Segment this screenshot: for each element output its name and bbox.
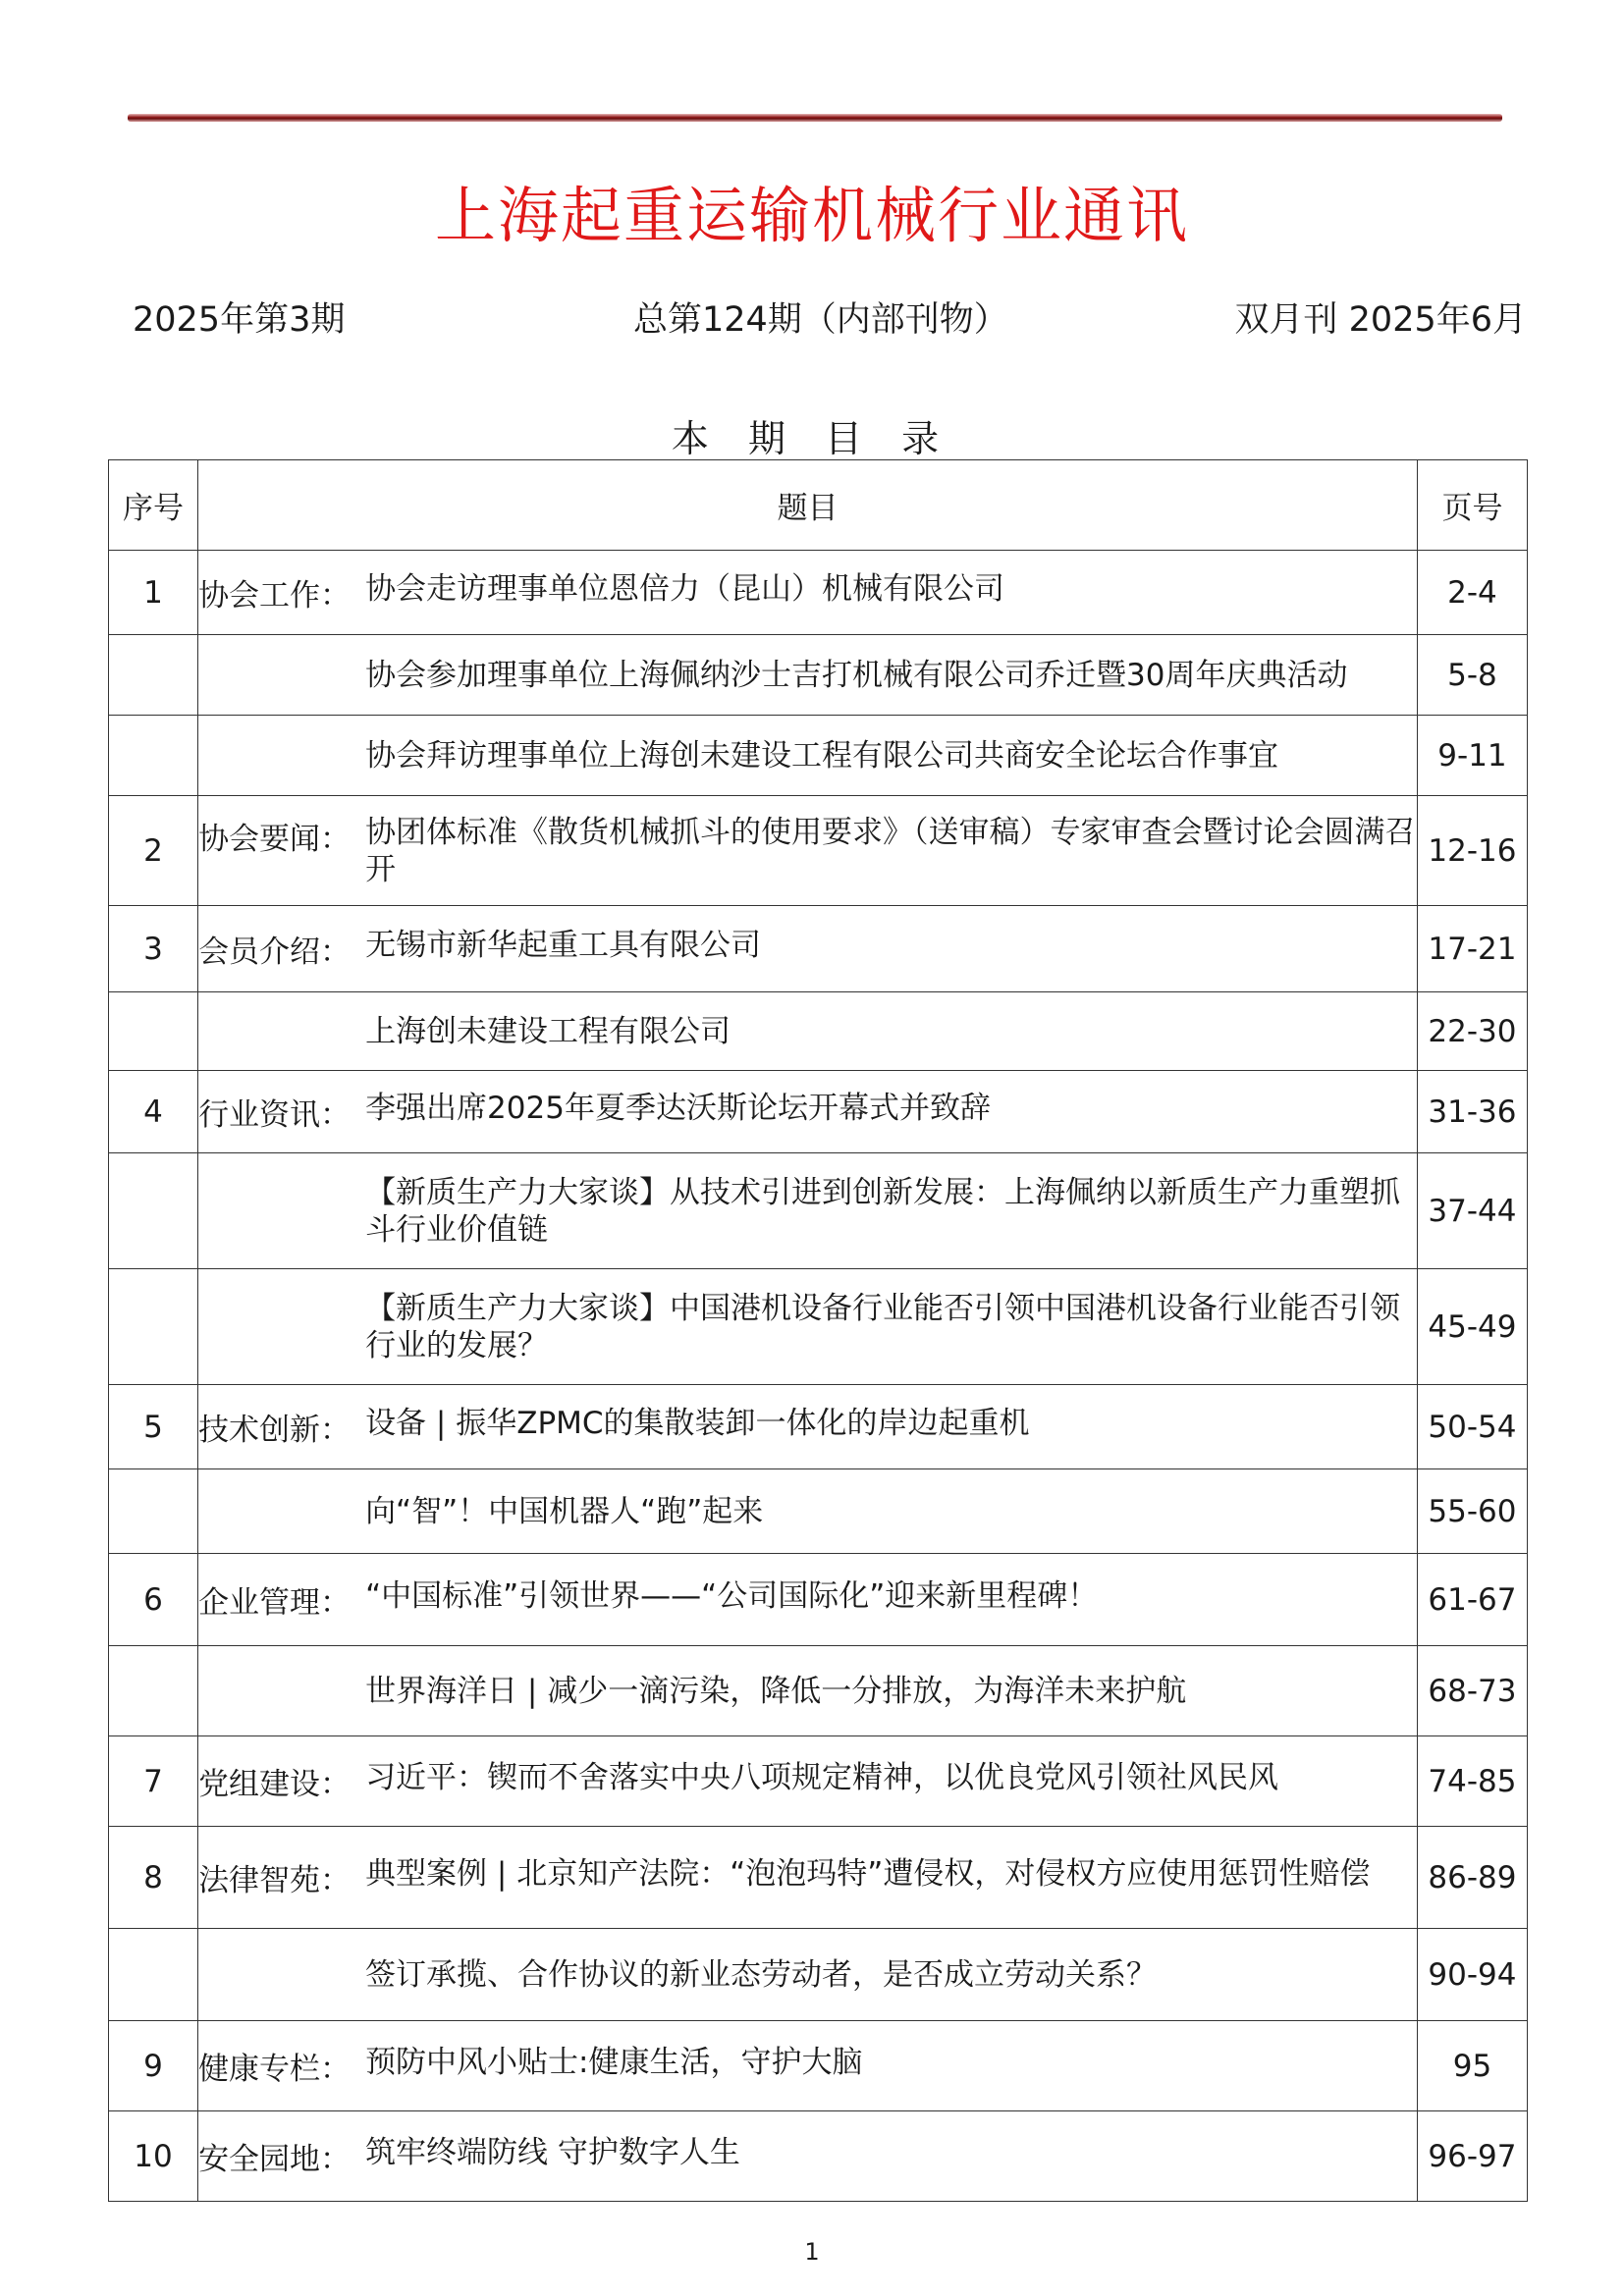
row-title: 设备 | 振华ZPMC的集散装卸一体化的岸边起重机: [365, 1406, 1030, 1441]
row-title: 李强出席2025年夏季达沃斯论坛开幕式并致辞: [365, 1091, 991, 1126]
row-pages: 50-54: [1417, 1385, 1527, 1469]
page-number: 1: [804, 2238, 820, 2266]
toc-row: [109, 2111, 1528, 2202]
row-title-cell: [198, 2021, 1418, 2111]
row-title: 协会拜访理事单位上海创未建设工程有限公司共商安全论坛合作事宜: [365, 737, 1279, 774]
toc-row: [109, 1827, 1528, 1929]
row-number: 9: [109, 2021, 198, 2111]
toc-row: [109, 1554, 1528, 1646]
row-number: [109, 992, 198, 1071]
row-title-cell: [198, 635, 1418, 716]
row-title-cell: [198, 992, 1418, 1071]
row-pages: 61-67: [1417, 1554, 1527, 1646]
row-category: 党组建设：: [198, 1767, 352, 1802]
toc-row: [109, 1385, 1528, 1469]
row-number: 3: [109, 906, 198, 992]
toc-row: [109, 906, 1528, 992]
row-pages: 37-44: [1417, 1153, 1527, 1269]
row-number: [109, 716, 198, 796]
row-title-cell: [198, 1827, 1418, 1929]
row-category: 法律智苑：: [198, 1863, 352, 1898]
row-number: 8: [109, 1827, 198, 1929]
row-number: [109, 635, 198, 716]
row-pages: 2-4: [1417, 551, 1527, 635]
row-number: [109, 1153, 198, 1269]
row-pages: 68-73: [1417, 1646, 1527, 1736]
row-title-cell: [198, 1385, 1418, 1469]
row-pages: 95: [1417, 2021, 1527, 2111]
toc-row: [109, 635, 1528, 716]
toc-row: [109, 1153, 1528, 1269]
row-pages: 45-49: [1417, 1269, 1527, 1385]
row-category: 协会工作：: [198, 578, 352, 614]
toc-row: [109, 992, 1528, 1071]
column-header-no: 序号: [109, 460, 198, 551]
toc-row: [109, 2021, 1528, 2111]
toc-row: [109, 551, 1528, 635]
row-title: 【新质生产力大家谈】从技术引进到创新发展：上海佩纳以新质生产力重塑抓斗行业价值链: [365, 1174, 1401, 1248]
row-title: 上海创未建设工程有限公司: [365, 1013, 731, 1049]
row-pages: 90-94: [1417, 1929, 1527, 2021]
toc-row: [109, 1469, 1528, 1554]
header-rule: [128, 114, 1502, 122]
row-title-cell: [198, 1153, 1418, 1269]
row-title: 典型案例 | 北京知产法院：“泡泡玛特”遭侵权，对侵权方应使用惩罚性赔偿: [365, 1856, 1371, 1892]
row-title-cell: [198, 1929, 1418, 2021]
row-pages: 22-30: [1417, 992, 1527, 1071]
row-title: 协会参加理事单位上海佩纳沙士吉打机械有限公司乔迁暨30周年庆典活动: [365, 657, 1348, 693]
row-title-cell: [198, 716, 1418, 796]
toc-body: [109, 551, 1528, 2202]
column-header-pages: 页号: [1417, 460, 1527, 551]
toc-row: [109, 1736, 1528, 1827]
row-pages: 9-11: [1417, 716, 1527, 796]
row-title-cell: [198, 2111, 1418, 2202]
row-title: 预防中风小贴士:健康生活，守护大脑: [365, 2045, 863, 2080]
row-title-cell: [198, 551, 1418, 635]
row-pages: 86-89: [1417, 1827, 1527, 1929]
row-pages: 17-21: [1417, 906, 1527, 992]
row-title: 习近平：锲而不舍落实中央八项规定精神，以优良党风引领社风民风: [365, 1760, 1279, 1795]
row-title: 无锡市新华起重工具有限公司: [365, 928, 762, 963]
row-category: 协会要闻：: [198, 821, 352, 857]
row-number: [109, 1469, 198, 1554]
row-category: 企业管理：: [198, 1585, 352, 1621]
row-number: 4: [109, 1071, 198, 1153]
row-title: 【新质生产力大家谈】中国港机设备行业能否引领中国港机设备行业能否引领行业的发展？: [365, 1290, 1401, 1363]
row-title-cell: [198, 1071, 1418, 1153]
toc-row: [109, 796, 1528, 906]
row-number: 2: [109, 796, 198, 906]
row-pages: 12-16: [1417, 796, 1527, 906]
row-number: [109, 1646, 198, 1736]
row-pages: 31-36: [1417, 1071, 1527, 1153]
row-number: 5: [109, 1385, 198, 1469]
row-pages: 74-85: [1417, 1736, 1527, 1827]
row-pages: 5-8: [1417, 635, 1527, 716]
toc-table: [108, 459, 1528, 2202]
row-title-cell: [198, 1646, 1418, 1736]
row-title: 协会走访理事单位恩倍力（昆山）机械有限公司: [365, 571, 1005, 607]
column-header-title: 题目: [198, 460, 1418, 551]
row-title: 世界海洋日 | 减少一滴污染，降低一分排放，为海洋未来护航: [365, 1673, 1187, 1709]
toc-row: [109, 1646, 1528, 1736]
row-number: [109, 1269, 198, 1385]
row-title: 协团体标准《散货机械抓斗的使用要求》（送审稿）专家审查会暨讨论会圆满召开: [365, 814, 1416, 887]
row-title: 签订承揽、合作协议的新业态劳动者，是否成立劳动关系？: [365, 1956, 1158, 1993]
row-category: 技术创新：: [198, 1413, 352, 1448]
row-number: 10: [109, 2111, 198, 2202]
row-title-cell: [198, 906, 1418, 992]
row-pages: 55-60: [1417, 1469, 1527, 1554]
toc-row: [109, 716, 1528, 796]
row-title: 向“智”！中国机器人“跑”起来: [365, 1493, 764, 1529]
row-number: 7: [109, 1736, 198, 1827]
toc-title: 本 期 目 录: [671, 417, 953, 460]
issue-number: 2025年第3期: [133, 300, 346, 340]
row-title-cell: [198, 796, 1418, 906]
row-pages: 96-97: [1417, 2111, 1527, 2202]
row-category: 健康专栏：: [198, 2052, 352, 2087]
row-title-cell: [198, 1554, 1418, 1646]
row-number: [109, 1929, 198, 2021]
toc-row: [109, 1071, 1528, 1153]
row-category: 会员介绍：: [198, 934, 352, 970]
total-issue: 总第124期（内部刊物）: [633, 300, 1008, 340]
toc-row: [109, 1929, 1528, 2021]
row-title-cell: [198, 1269, 1418, 1385]
newsletter-title: 上海起重运输机械行业通讯: [434, 180, 1189, 251]
toc-header-row: [109, 460, 1528, 551]
row-number: 6: [109, 1554, 198, 1646]
row-title-cell: [198, 1736, 1418, 1827]
row-category: 行业资讯：: [198, 1097, 352, 1133]
toc-row: [109, 1269, 1528, 1385]
row-title-cell: [198, 1469, 1418, 1554]
publication-frequency: 双月刊 2025年6月: [1234, 300, 1527, 340]
row-category: 安全园地：: [198, 2142, 352, 2177]
row-title: “中国标准”引领世界——“公司国际化”迎来新里程碑！: [365, 1578, 1099, 1614]
row-number: 1: [109, 551, 198, 635]
row-title: 筑牢终端防线 守护数字人生: [365, 2135, 740, 2170]
issue-info: [133, 293, 1527, 342]
